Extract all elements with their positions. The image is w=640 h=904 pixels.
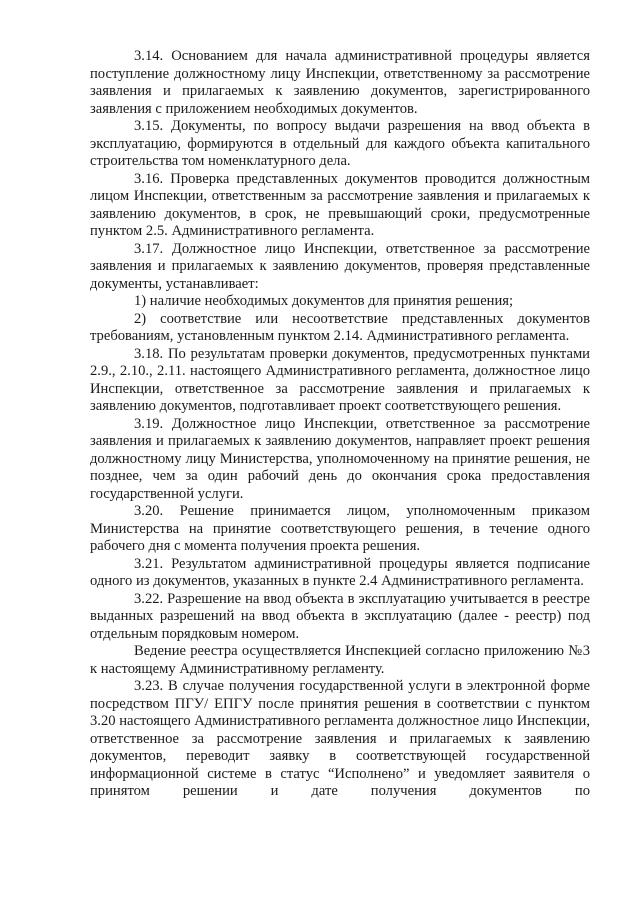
paragraph-3-15: 3.15. Документы, по вопросу выдачи разрешения на ввод объекта в эксплуатацию, формируются в отдельный для каждого объекта капитального строительства том номенклатурного дела. [90, 118, 590, 169]
paragraph-3-23: 3.23. В случае получения государственной услуги в электронной форме посредством ПГУ/ ЕПГУ после принятия решения в соответствии с пунктом 3.20 настоящего Административного регламента должностное лицо Инспекции, ответственное за рассмотрение заявления и прилагаемых к заявлению документов, переводит заявку в соответствующей государственной информационной системе в статус “Исполнено” и уведомляет заявителя о принятом решении и дате получения документов по [90, 678, 590, 799]
paragraph-3-19: 3.19. Должностное лицо Инспекции, ответственное за рассмотрение заявления и прилагаемых к заявлению документов, направляет проект решения должностному лицу Министерства, уполномоченному на принятие решения, не позднее, чем за один рабочий день до окончания срока предоставления государственной услуги. [90, 415, 590, 502]
paragraph-3-14: 3.14. Основанием для начала административной процедуры является поступление должностному лицу Инспекции, ответственному за рассмотрение заявления и прилагаемых к заявлению документов, зарегистрированного заявления с приложением необходимых документов. [90, 48, 590, 117]
list-item-1: 1) наличие необходимых документов для принятия решения; [134, 293, 514, 309]
paragraph-3-16: 3.16. Проверка представленных документов проводится должностным лицом Инспекции, ответственным за рассмотрение заявления и прилагаемых к заявлению документов, в срок, не превышающий сроки, предусмотренные пунктом 2.5. Административного регламента. [90, 170, 590, 239]
paragraph-3-22: 3.22. Разрешение на ввод объекта в эксплуатацию учитывается в реестре выданных разрешений на ввод объекта в эксплуатацию (далее - реестр) под отдельным порядковым номером. [90, 590, 590, 642]
paragraph-registry: Ведение реестра осуществляется Инспекцией согласно приложению №3 к настоящему Административному регламенту. [90, 643, 590, 677]
paragraph-3-21: 3.21. Результатом административной процедуры является подписание одного из документов, указанных в пункте 2.4 Административного регламента. [90, 555, 590, 589]
list-item-2: 2) соответствие или несоответствие представленных документов требованиям, установленным пунктом 2.14. Административного регламента. [90, 310, 590, 344]
paragraph-3-18: 3.18. По результатам проверки документов, предусмотренных пунктами 2.9., 2.10., 2.11. настоящего Административного регламента, должностное лицо Инспекции, ответственное за рассмотрение заявления и прилагаемых к заявлению документов, подготавливает проект соответствующего решения. [90, 345, 590, 414]
document-page [90, 48, 590, 801]
paragraph-3-17: 3.17. Должностное лицо Инспекции, ответственное за рассмотрение заявления и прилагаемых к заявлению документов, проверяя представленные документы, устанавливает: [90, 240, 590, 292]
paragraph-3-20: 3.20. Решение принимается лицом, уполномоченным приказом Министерства на принятие соответствующего решения, в течение одного рабочего дня с момента получения проекта решения. [90, 503, 590, 554]
